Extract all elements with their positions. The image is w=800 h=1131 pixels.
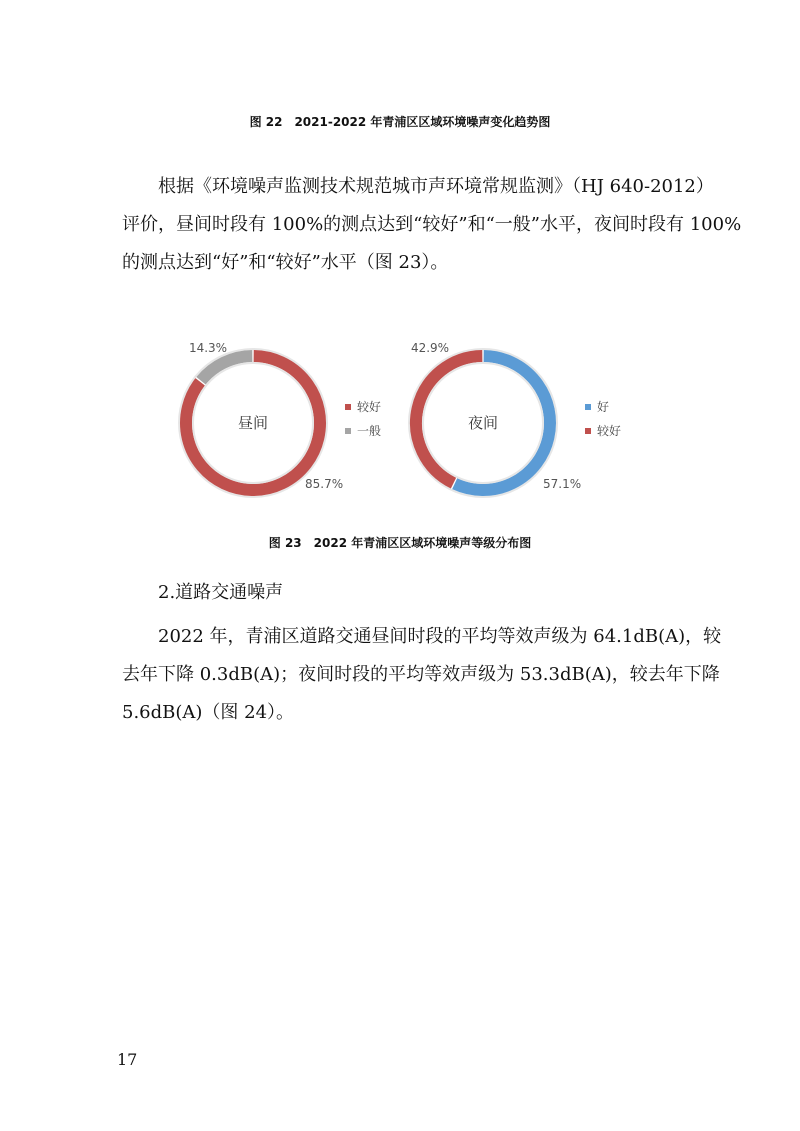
- paragraph-line: 2022 年，青浦区道路交通昼间时段的平均等效声级为 64.1dB(A)，较: [158, 626, 722, 647]
- donut-center-label: 夜间: [467, 414, 499, 432]
- noise-level-donut-charts: [140, 330, 660, 510]
- data-label: 85.7%: [305, 477, 344, 491]
- legend-swatch: [345, 404, 351, 410]
- paragraph-line: 的测点达到“好”和“较好”水平（图 23）。: [122, 252, 449, 273]
- legend-label: 一般: [357, 424, 382, 438]
- paragraph-line: 去年下降 0.3dB(A)；夜间时段的平均等效声级为 53.3dB(A)，较去年下降: [122, 664, 720, 685]
- donut-center-label: 昼间: [237, 414, 269, 432]
- data-label: 57.1%: [543, 477, 582, 491]
- figure-22-caption: 图 22 2021-2022 年青浦区区域环境噪声变化趋势图: [249, 115, 551, 129]
- legend-swatch: [585, 404, 591, 410]
- paragraph-line: 5.6dB(A)（图 24）。: [122, 702, 295, 723]
- paragraph-line: 根据《环境噪声监测技术规范城市声环境常规监测》（HJ 640-2012）: [158, 176, 714, 197]
- data-label: 14.3%: [188, 341, 228, 355]
- legend-label: 较好: [597, 424, 622, 438]
- legend-swatch: [585, 428, 591, 434]
- page-number: 17: [117, 1050, 138, 1069]
- legend-label: 好: [597, 400, 610, 414]
- donut-chart: [409, 341, 621, 497]
- donut-chart: [179, 341, 381, 497]
- paragraph-road-traffic: [122, 618, 722, 732]
- figure-23-caption: 图 23 2022 年青浦区区域环境噪声等级分布图: [268, 536, 532, 550]
- legend-swatch: [345, 428, 351, 434]
- section-heading: 2.道路交通噪声: [158, 582, 284, 603]
- legend-label: 较好: [357, 400, 382, 414]
- data-label: 42.9%: [410, 341, 450, 355]
- paragraph-evaluation: [122, 168, 742, 282]
- paragraph-line: 评价，昼间时段有 100%的测点达到“较好”和“一般”水平，夜间时段有 100%: [122, 214, 742, 235]
